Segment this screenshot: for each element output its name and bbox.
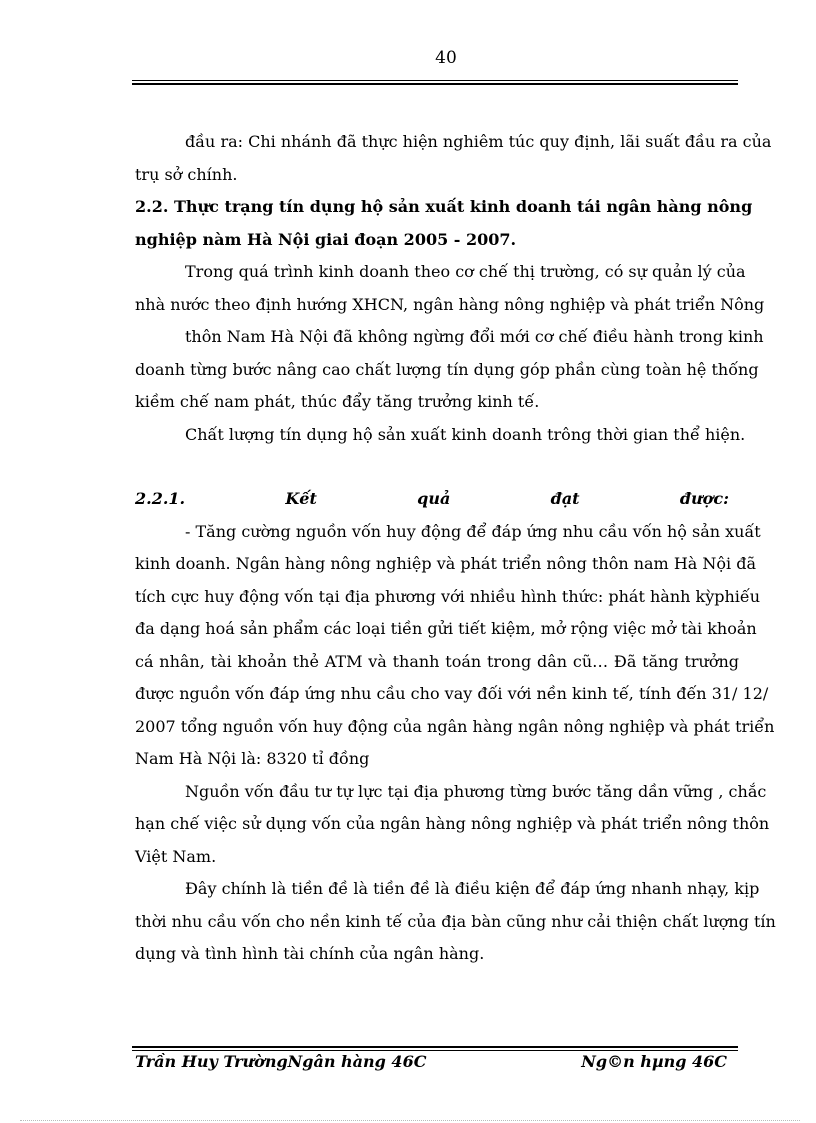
subsection-word: đạt <box>550 489 580 508</box>
subsection-word: được: <box>679 489 729 508</box>
subsection-heading <box>135 483 739 516</box>
spacer <box>135 451 739 483</box>
text-line: Chất lượng tín dụng hộ sản xuất kinh doanh trông thời gian thể hiện. <box>185 424 746 444</box>
footer-rule-top <box>132 1046 738 1048</box>
text-line: được nguồn vốn đáp ứng nhu cầu cho vay đối với nền kinh tế, tính đến 31/ 12/ <box>135 684 769 703</box>
footer-rule-bottom <box>132 1050 738 1051</box>
footer-left: Trần Huy TrườngNgân hàng 46C <box>135 1052 427 1071</box>
section-heading: nghiệp nàm Hà Nội giai đoạn 2005 - 2007. <box>135 229 517 249</box>
footer-right: Ng©n hµng 46C <box>581 1052 727 1071</box>
text-line: cá nhân, tài khoản thẻ ATM và thanh toán trong dân cũ… Đã tăng trưởng <box>135 651 739 671</box>
text-line: Đây chính là tiền đề là tiền đề là điều kiện để đáp ứng nhanh nhạy, kịp <box>185 879 760 898</box>
header-rule-bottom <box>132 83 738 85</box>
text-line: doanh từng bước nâng cao chất lượng tín dụng góp phần cùng toàn hệ thống <box>135 359 759 379</box>
text-line: kinh doanh. Ngân hàng nông nghiệp và phát triển nông thôn nam Hà Nội đã <box>135 554 757 573</box>
footer <box>135 1052 727 1071</box>
document-body <box>135 126 776 971</box>
subsection-word: Kết <box>285 489 317 508</box>
text-line: đầu ra: Chi nhánh đã thực hiện nghiêm túc quy định, lãi suất đầu ra của <box>185 132 772 151</box>
subsection-word: quả <box>417 489 451 508</box>
text-line: hạn chế việc sử dụng vốn của ngân hàng nông nghiệp và phát triển nông thôn <box>135 814 770 833</box>
page-bottom-border <box>20 1120 800 1121</box>
text-line: nhà nước theo định hướng XHCN, ngân hàng nông nghiệp và phát triển Nông <box>135 294 765 314</box>
text-line: trụ sở chính. <box>135 164 238 184</box>
text-line: kiềm chế nam phát, thúc đẩy tăng trưởng kinh tế. <box>135 392 540 411</box>
subsection-number: 2.2.1. <box>135 489 186 508</box>
text-line: thời nhu cầu vốn cho nền kinh tế của địa bàn cũng như cải thiện chất lượng tín <box>135 911 776 931</box>
header-rule-top <box>132 80 738 81</box>
section-heading: 2.2. Thực trạng tín dụng hộ sản xuất kinh doanh tái ngân hàng nông <box>135 197 753 216</box>
text-line: thôn Nam Hà Nội đã không ngừng đổi mới cơ chế điều hành trong kinh <box>185 327 764 346</box>
text-line: - Tăng cường nguồn vốn huy động để đáp ứng nhu cầu vốn hộ sản xuất <box>185 521 761 541</box>
text-line: Trong quá trình kinh doanh theo cơ chế thị trường, có sự quản lý của <box>185 262 746 281</box>
text-line: dụng và tình hình tài chính của ngân hàng. <box>135 944 485 963</box>
text-line: đa dạng hoá sản phẩm các loại tiền gửi tiết kiệm, mở rộng việc mở tài khoản <box>135 619 757 638</box>
text-line: Việt Nam. <box>135 846 217 866</box>
text-line: Nguồn vốn đầu tư tự lực tại địa phương từng bước tăng dần vững , chắc <box>185 781 767 801</box>
page-number: 40 <box>435 48 457 68</box>
text-line: tích cực huy động vốn tại địa phương với nhiều hình thức: phát hành kỳphiếu <box>135 586 761 606</box>
text-line: Nam Hà Nội là: 8320 tỉ đồng <box>135 749 370 768</box>
text-line: 2007 tổng nguồn vốn huy động của ngân hàng ngân nông nghiệp và phát triển <box>135 716 775 736</box>
